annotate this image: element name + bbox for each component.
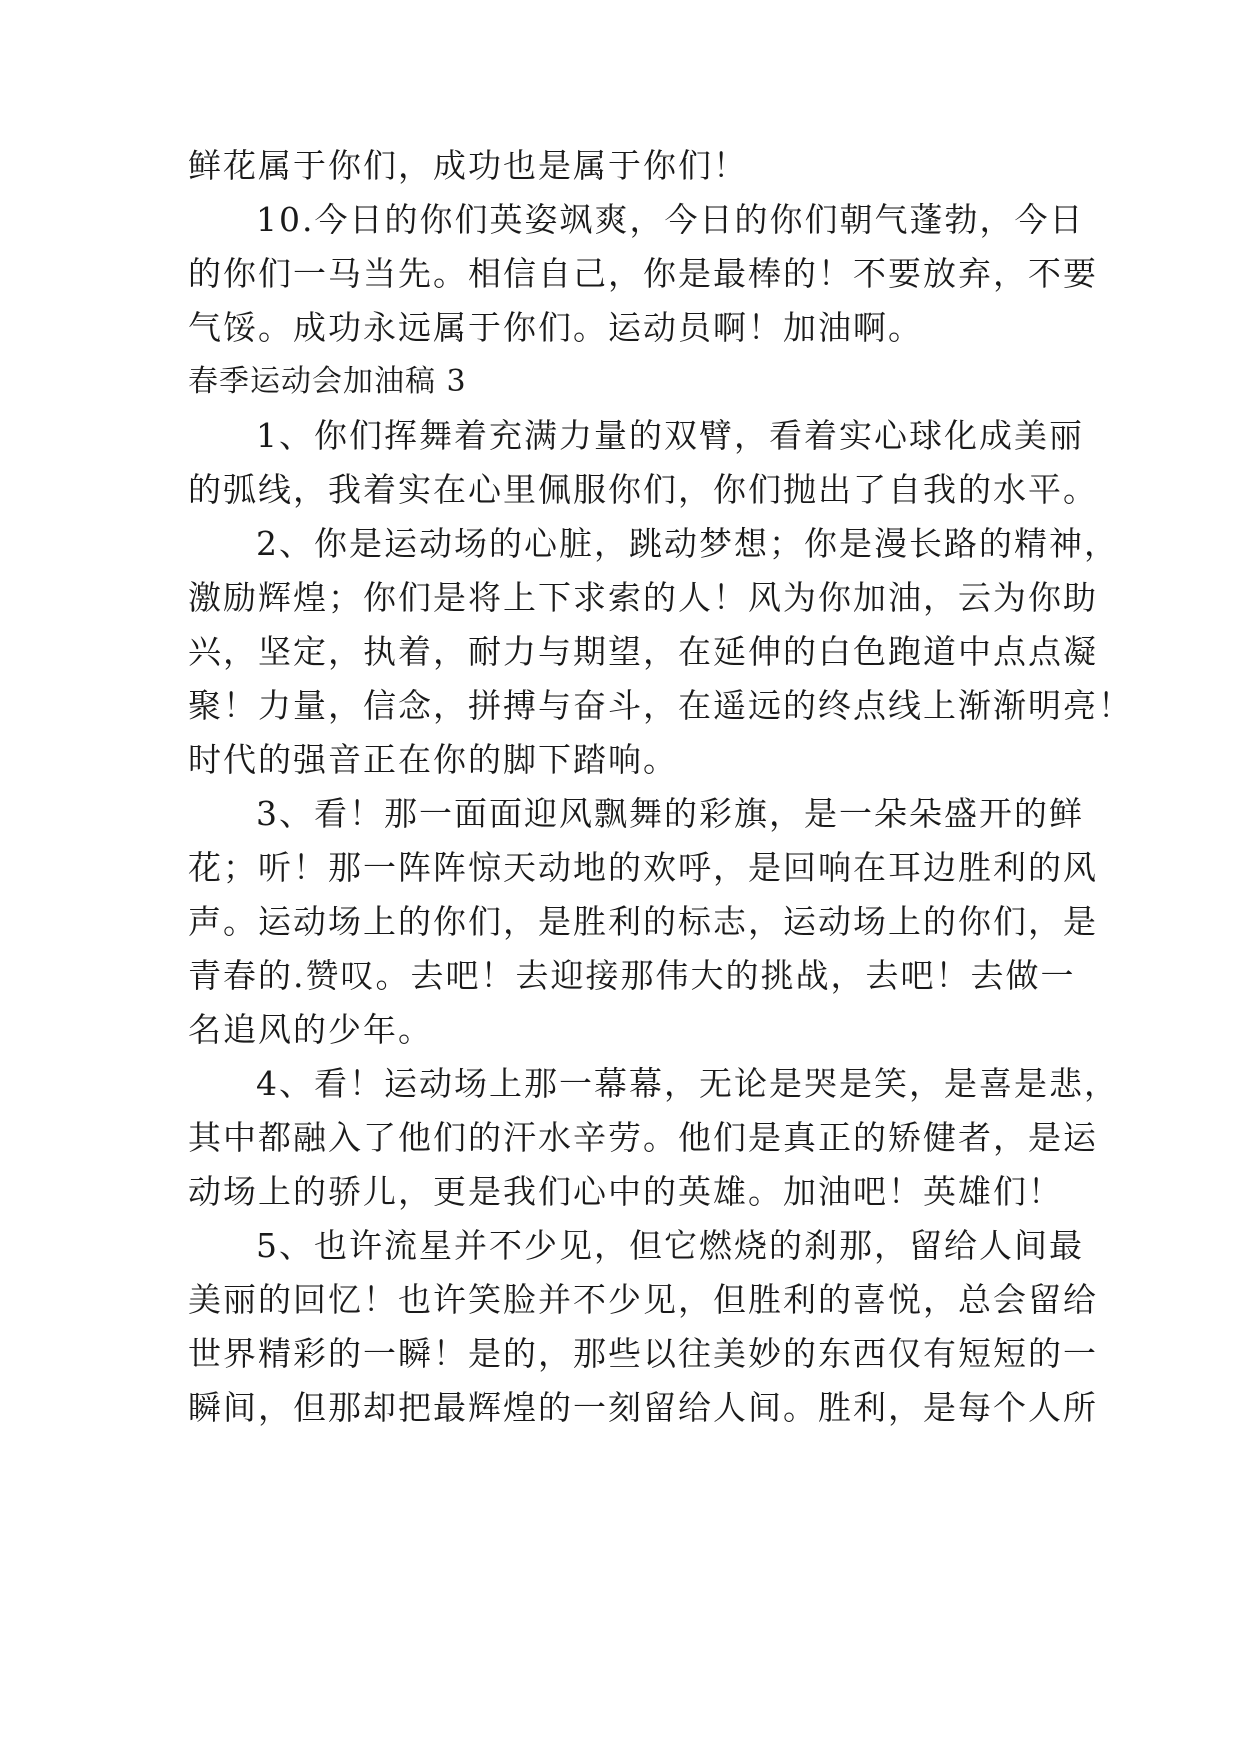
text-line: 激励辉煌；你们是将上下求索的人！风为你加油，云为你助 xyxy=(188,578,1098,617)
text-line: 青春的.赞叹。去吧！去迎接那伟大的挑战，去吧！去做一 xyxy=(188,956,1076,995)
section-heading: 春季运动会加油稿 3 xyxy=(188,364,467,399)
text-line: 花；听！那一阵阵惊天动地的欢呼，是回响在耳边胜利的风 xyxy=(188,848,1098,887)
paragraph-start-5: 5、也许流星并不少见，但它燃烧的刹那，留给人间最 xyxy=(256,1226,1084,1265)
text-line: 名追风的少年。 xyxy=(188,1010,433,1049)
paragraph-start-1: 1、你们挥舞着充满力量的双臂，看着实心球化成美丽 xyxy=(256,416,1084,455)
paragraph-start-2: 2、你是运动场的心脏，跳动梦想；你是漫长路的精神， xyxy=(256,524,1119,563)
text-line: 兴，坚定，执着，耐力与期望，在延伸的白色跑道中点点凝 xyxy=(188,632,1098,671)
paragraph-start-10: 10.今日的你们英姿飒爽，今日的你们朝气蓬勃，今日 xyxy=(256,200,1085,239)
paragraph-start-4: 4、看！运动场上那一幕幕，无论是哭是笑，是喜是悲， xyxy=(256,1064,1119,1103)
text-line: 瞬间，但那却把最辉煌的一刻留给人间。胜利，是每个人所 xyxy=(188,1388,1098,1427)
text-line: 时代的强音正在你的脚下踏响。 xyxy=(188,740,678,779)
text-line: 的弧线，我着实在心里佩服你们，你们抛出了自我的水平。 xyxy=(188,470,1098,509)
text-line: 其中都融入了他们的汗水辛劳。他们是真正的矫健者，是运 xyxy=(188,1118,1098,1157)
text-line: 世界精彩的一瞬！是的，那些以往美妙的东西仅有短短的一 xyxy=(188,1334,1098,1373)
text-line: 的你们一马当先。相信自己，你是最棒的！不要放弃，不要 xyxy=(188,254,1098,293)
paragraph-start-3: 3、看！那一面面迎风飘舞的彩旗，是一朵朵盛开的鲜 xyxy=(256,794,1084,833)
text-line: 聚！力量，信念，拼搏与奋斗，在遥远的终点线上渐渐明亮！ xyxy=(188,686,1133,725)
text-line: 声。运动场上的你们，是胜利的标志，运动场上的你们，是 xyxy=(188,902,1098,941)
text-line: 气馁。成功永远属于你们。运动员啊！加油啊。 xyxy=(188,308,923,347)
text-line: 美丽的回忆！也许笑脸并不少见，但胜利的喜悦，总会留给 xyxy=(188,1280,1098,1319)
text-line: 鲜花属于你们，成功也是属于你们！ xyxy=(188,146,748,185)
text-line: 动场上的骄儿，更是我们心中的英雄。加油吧！英雄们！ xyxy=(188,1172,1063,1211)
